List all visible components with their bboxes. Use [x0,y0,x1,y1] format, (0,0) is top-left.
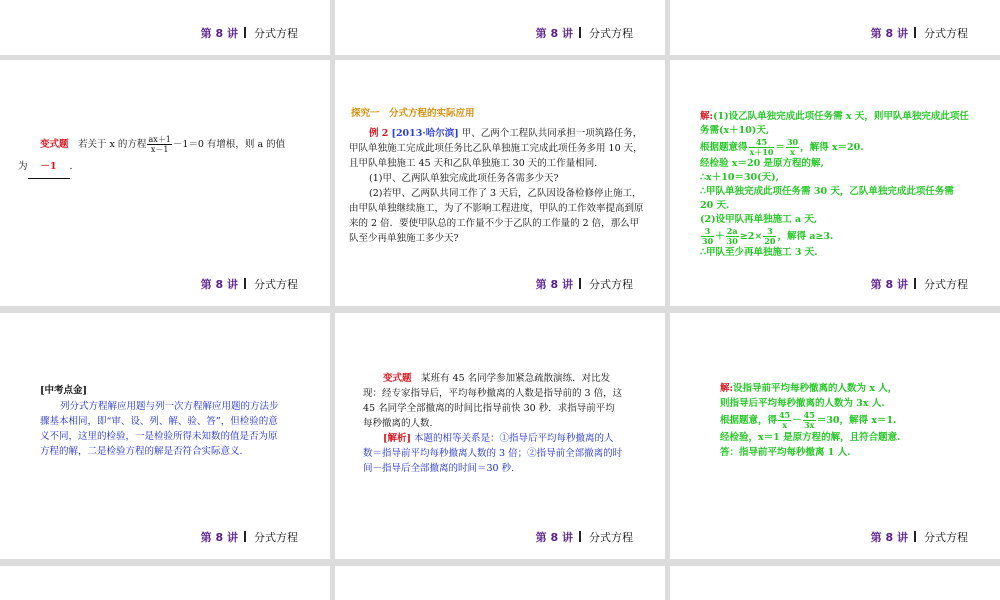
variant-problem: 变式题 某班有 45 名同学参加紧急疏散演练．对比发现：经专家指导后，平均每秒撤离的人数是指导前的 3 倍，这 45 名同学全部撤离的时间比指导前快 30 秒．求指导前平均每秒撤离的人数. [363,373,623,429]
variant-problem: 变式题 若关于 x 的方程 $\frac{ax+1}{x-1}$ －1＝0 有增根，则 a 的值 为 －1 . [18,134,308,179]
slide-footer: 第 8 讲 分式方程 [535,27,633,40]
slide-5[interactable] [335,60,665,306]
slide-footer: 第 8 讲 分式方程 [535,531,633,544]
exam-tip-heading: [中考点金] [40,385,87,396]
slide-8[interactable] [335,313,665,559]
slide-11[interactable] [335,566,665,600]
exam-tip-body: 列分式方程解应用题与列一次方程解应用题的方法步骤基本相同，即“审、设、列、解、验、答”，但检验的意义不同，这里的检验，一是检验所得未知数的值是否为原方程的解，二是检验方程的解是否符合实际意义. [40,401,279,457]
fraction: $\frac{ax+1}{x-1}$ [148,135,171,154]
section-heading: 探究一 分式方程的实际应用 [351,108,475,119]
answer-blank: －1 [28,156,70,179]
slide-7[interactable] [0,313,330,559]
slide-10[interactable] [0,566,330,600]
analysis: [解析] 本题的相等关系是：①指导后平均每秒撤离的人数＝指导前平均每秒撤离人数的 3 倍；②指导前全部撤离的时间－指导后全部撤离的时间＝30 秒. [363,433,623,474]
slide-12[interactable] [670,566,1000,600]
slide-9[interactable] [670,313,1000,559]
slide-footer: 第 8 讲 分式方程 [870,278,968,291]
slide-3[interactable] [670,0,1000,55]
solution: 解:设指导前平均每秒撤离的人数为 x 人， 则指导后平均每秒撤离的人数为 3x 人. 根据题意，得 $\frac{45}{x}$ － $\frac{45}{3x}$ ＝30，解得 x＝1. 经检验，x＝1 是原方程的解，且符合题意. 答：指导前平均每秒撤离 1 人. [720,383,901,458]
solution: 解:(1)设乙队单独完成此项任务需 x 天，则甲队单独完成此项任务需(x＋10)天, 根据题意得 $\frac{45}{x+10}$ ＝ $\frac{30}{x}$ ，解得 x＝20. 经检验 x＝20 是原方程的解, ∴x＋10＝30(天), ∴甲队单独完成此项任务需 30 天，乙队单独完成此项任务需 20 天. (2)设甲队再单独施工 a 天, $\frac{3}{30}$ ＋ $\frac{2a}{30}$ ≥2× $\frac{3}{20}$ ，解得 a≥3. ∴甲队至少再单独施工 3 天. [700,111,969,258]
slide-4[interactable] [0,60,330,306]
slide-2[interactable] [335,0,665,55]
slide-1[interactable] [0,0,330,55]
slide-6[interactable] [670,60,1000,306]
slide-footer: 第 8 讲 分式方程 [200,278,298,291]
slide-footer: 第 8 讲 分式方程 [200,27,298,40]
slide-footer: 第 8 讲 分式方程 [870,27,968,40]
example-problem: 例 2 [2013·哈尔滨] 甲、乙两个工程队共同承担一项筑路任务，甲队单独施工完成此项任务比乙队单独施工完成此项任务多用 10 天，且甲队单独施工 45 天和乙队单独施工 30 天的工作量相同. (1)甲、乙两队单独完成此项任务各需多少天? (2)若甲、乙两队共同工作了 3 天后，乙队因设备检修停止施工，由甲队单独继续施工，为了不影响工程进度，甲队的工作效率提高到原来的 2 倍．要使甲队总的工作量不少于乙队的工作量的 2 倍，那么甲队至少再单独施工多少天? [349,128,644,244]
slide-footer: 第 8 讲 分式方程 [870,531,968,544]
slide-footer: 第 8 讲 分式方程 [535,278,633,291]
slide-footer: 第 8 讲 分式方程 [200,531,298,544]
